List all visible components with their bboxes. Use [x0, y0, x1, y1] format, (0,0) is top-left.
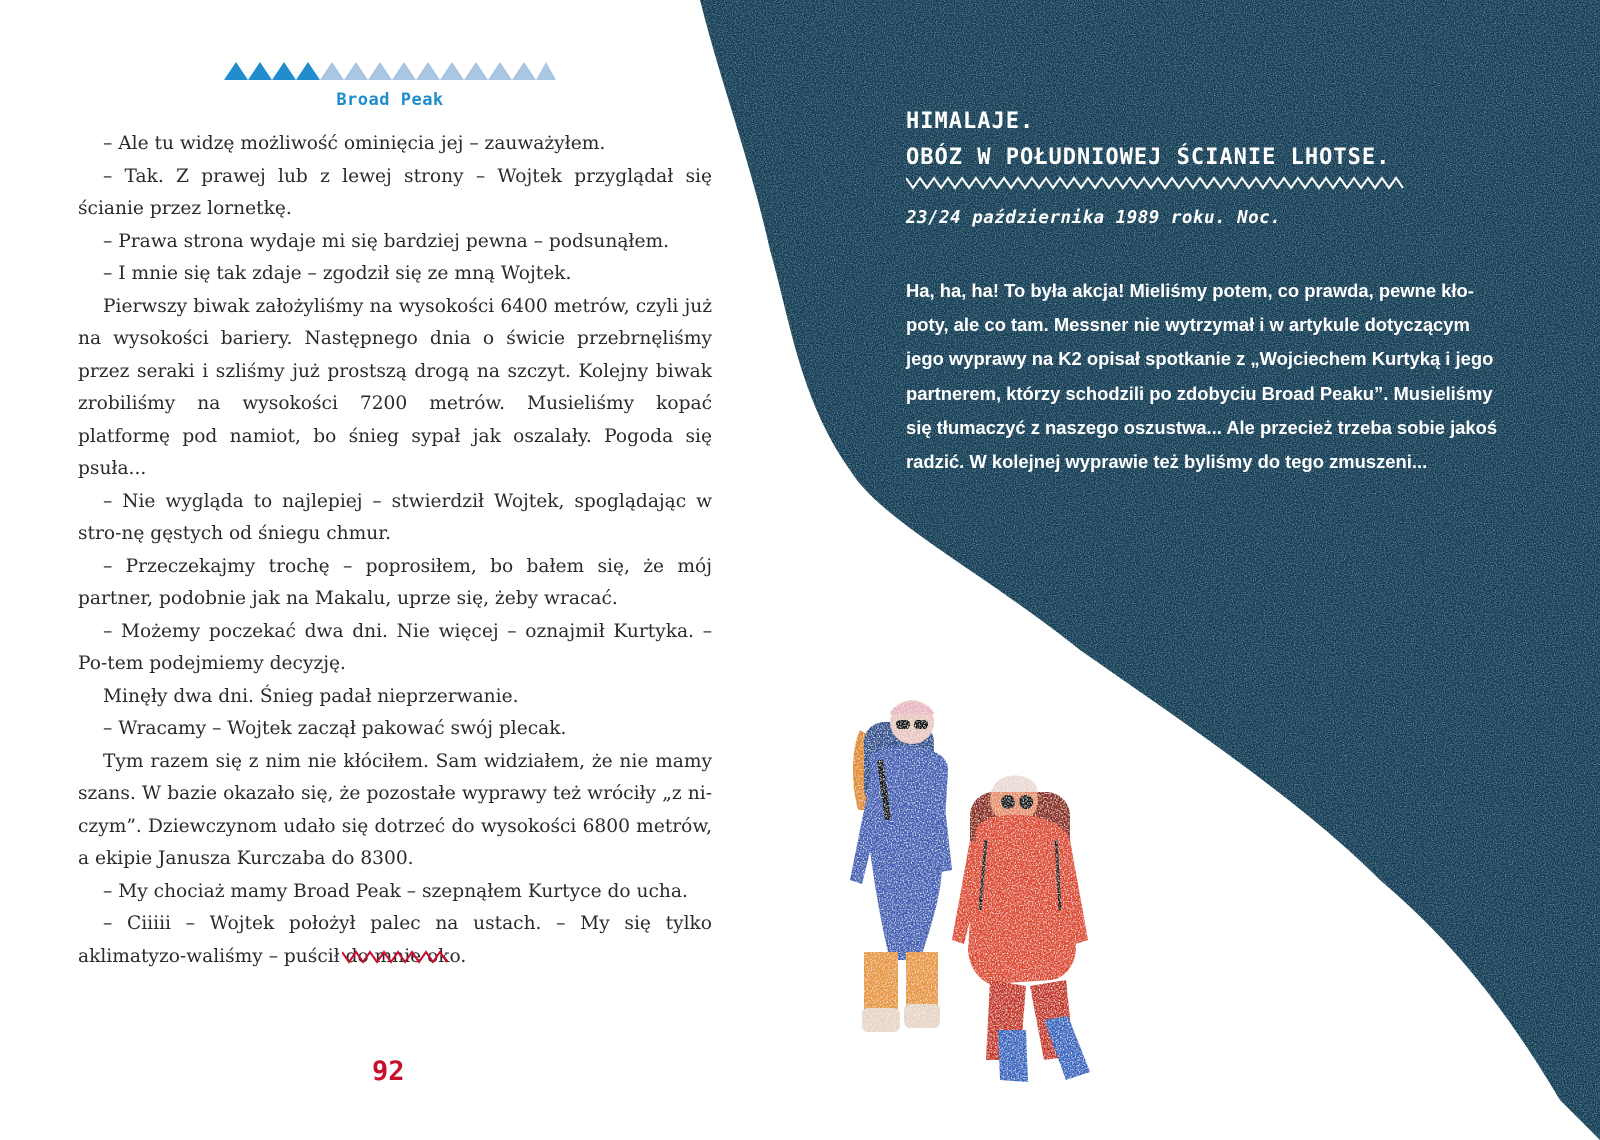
climber-blue [850, 700, 952, 1032]
paragraph: – I mnie się tak zdaje – zgodził się ze mną Wojtek. [103, 263, 572, 284]
paragraph: – Ale tu widzę możliwość ominięcia jej – zauważyłem. [103, 133, 606, 154]
body-text [78, 128, 712, 973]
paragraph: – Prawa strona wydaje mi się bardziej pewna – podsunąłem. [103, 230, 670, 252]
note-line: partnerem, którzy schodzili po zdobyciu Broad Peaku”. Musieliśmy [906, 382, 1493, 404]
note-line: poty, ale co tam. Messner nie wytrzymał i w artykule dotyczącym [906, 314, 1470, 336]
note-line: radzić. W kolejnej wyprawie też byliśmy do tego zmuszeni... [906, 451, 1428, 473]
zigzag-divider [342, 950, 448, 964]
paragraph: Minęły dwa dni. Śnieg padał nieprzerwanie. [103, 685, 519, 707]
paragraph: Pierwszy biwak założyliśmy na wysokości 6400 metrów, czyli już na wysokości bariery. Następnego dnia o świcie przebrnęliśmy przez seraki i szliśmy już prostszą drogą na szczyt. Kolejny biwak zrobiliśmy na wysokości 7200 metrów. Musieliśmy kopać platformę pod namiot, bo śnieg sypał jak oszalały. Pogoda się psuła... [78, 295, 712, 479]
zigzag-divider [906, 176, 1408, 190]
climbers-illustration [830, 700, 1130, 1120]
note-line: Ha, ha, ha! To była akcja! Mieliśmy potem, co prawda, pewne kło- [906, 280, 1474, 301]
paragraph: – Nie wygląda to najlepiej – stwierdził Wojtek, spoglądając w stro-nę gęstych od śniegu chmur. [78, 490, 712, 544]
heading-line: OBÓZ W POŁUDNIOWEJ ŚCIANIE LHOTSE. [906, 145, 1391, 170]
note-line: się tłumaczyć z naszego oszustwa... Ale przecież trzeba sobie jakoś [906, 416, 1498, 438]
left-page [0, 0, 740, 1140]
paragraph: – Ciiiii – Wojtek położył palec na ustach. – My się tylko aklimatyzo-waliśmy – puścił do mnie oko. [78, 913, 712, 967]
paragraph: Tym razem się z nim nie kłóciłem. Sam widziałem, że nie mamy szans. W bazie okazało się, że pozostałe wyprawy też wróciły „z ni-czym”. Dziewczynom udało się dotrzeć do wysokości 6800 metrów, a ekipie Janusza Kurczaba do 8300. [78, 750, 712, 869]
paragraph: – Możemy poczekać dwa dni. Nie więcej – oznajmił Kurtyka. – Po-tem podejmiemy decyzję. [78, 620, 712, 674]
paragraph: – Tak. Z prawej lub z lewej strony – Wojtek przyglądał się ścianie przez lornetkę. [78, 165, 712, 219]
heading-line: HIMALAJE. [906, 109, 1035, 134]
paragraph: – My chociaż mamy Broad Peak – szepnąłem Kurtyce do ucha. [103, 880, 688, 902]
paragraph: – Przeczekajmy trochę – poprosiłem, bo bałem się, że mój partner, podobnie jak na Makalu, uprze się, żeby wracać. [78, 555, 712, 609]
mountain-ornament [224, 60, 556, 80]
chapter-title: Broad Peak [336, 90, 444, 110]
paragraph: – Wracamy – Wojtek zaczął pakować swój plecak. [103, 718, 567, 739]
note-line: jego wyprawy na K2 opisał spotkanie z „Wojciechem Kurtyką i jego [906, 348, 1494, 370]
section-heading [906, 104, 1526, 176]
page-number: 92 [372, 1056, 405, 1087]
climber-red [952, 776, 1090, 1083]
date-line: 23/24 października 1989 roku. Noc. [906, 208, 1282, 228]
diary-note [906, 274, 1500, 479]
